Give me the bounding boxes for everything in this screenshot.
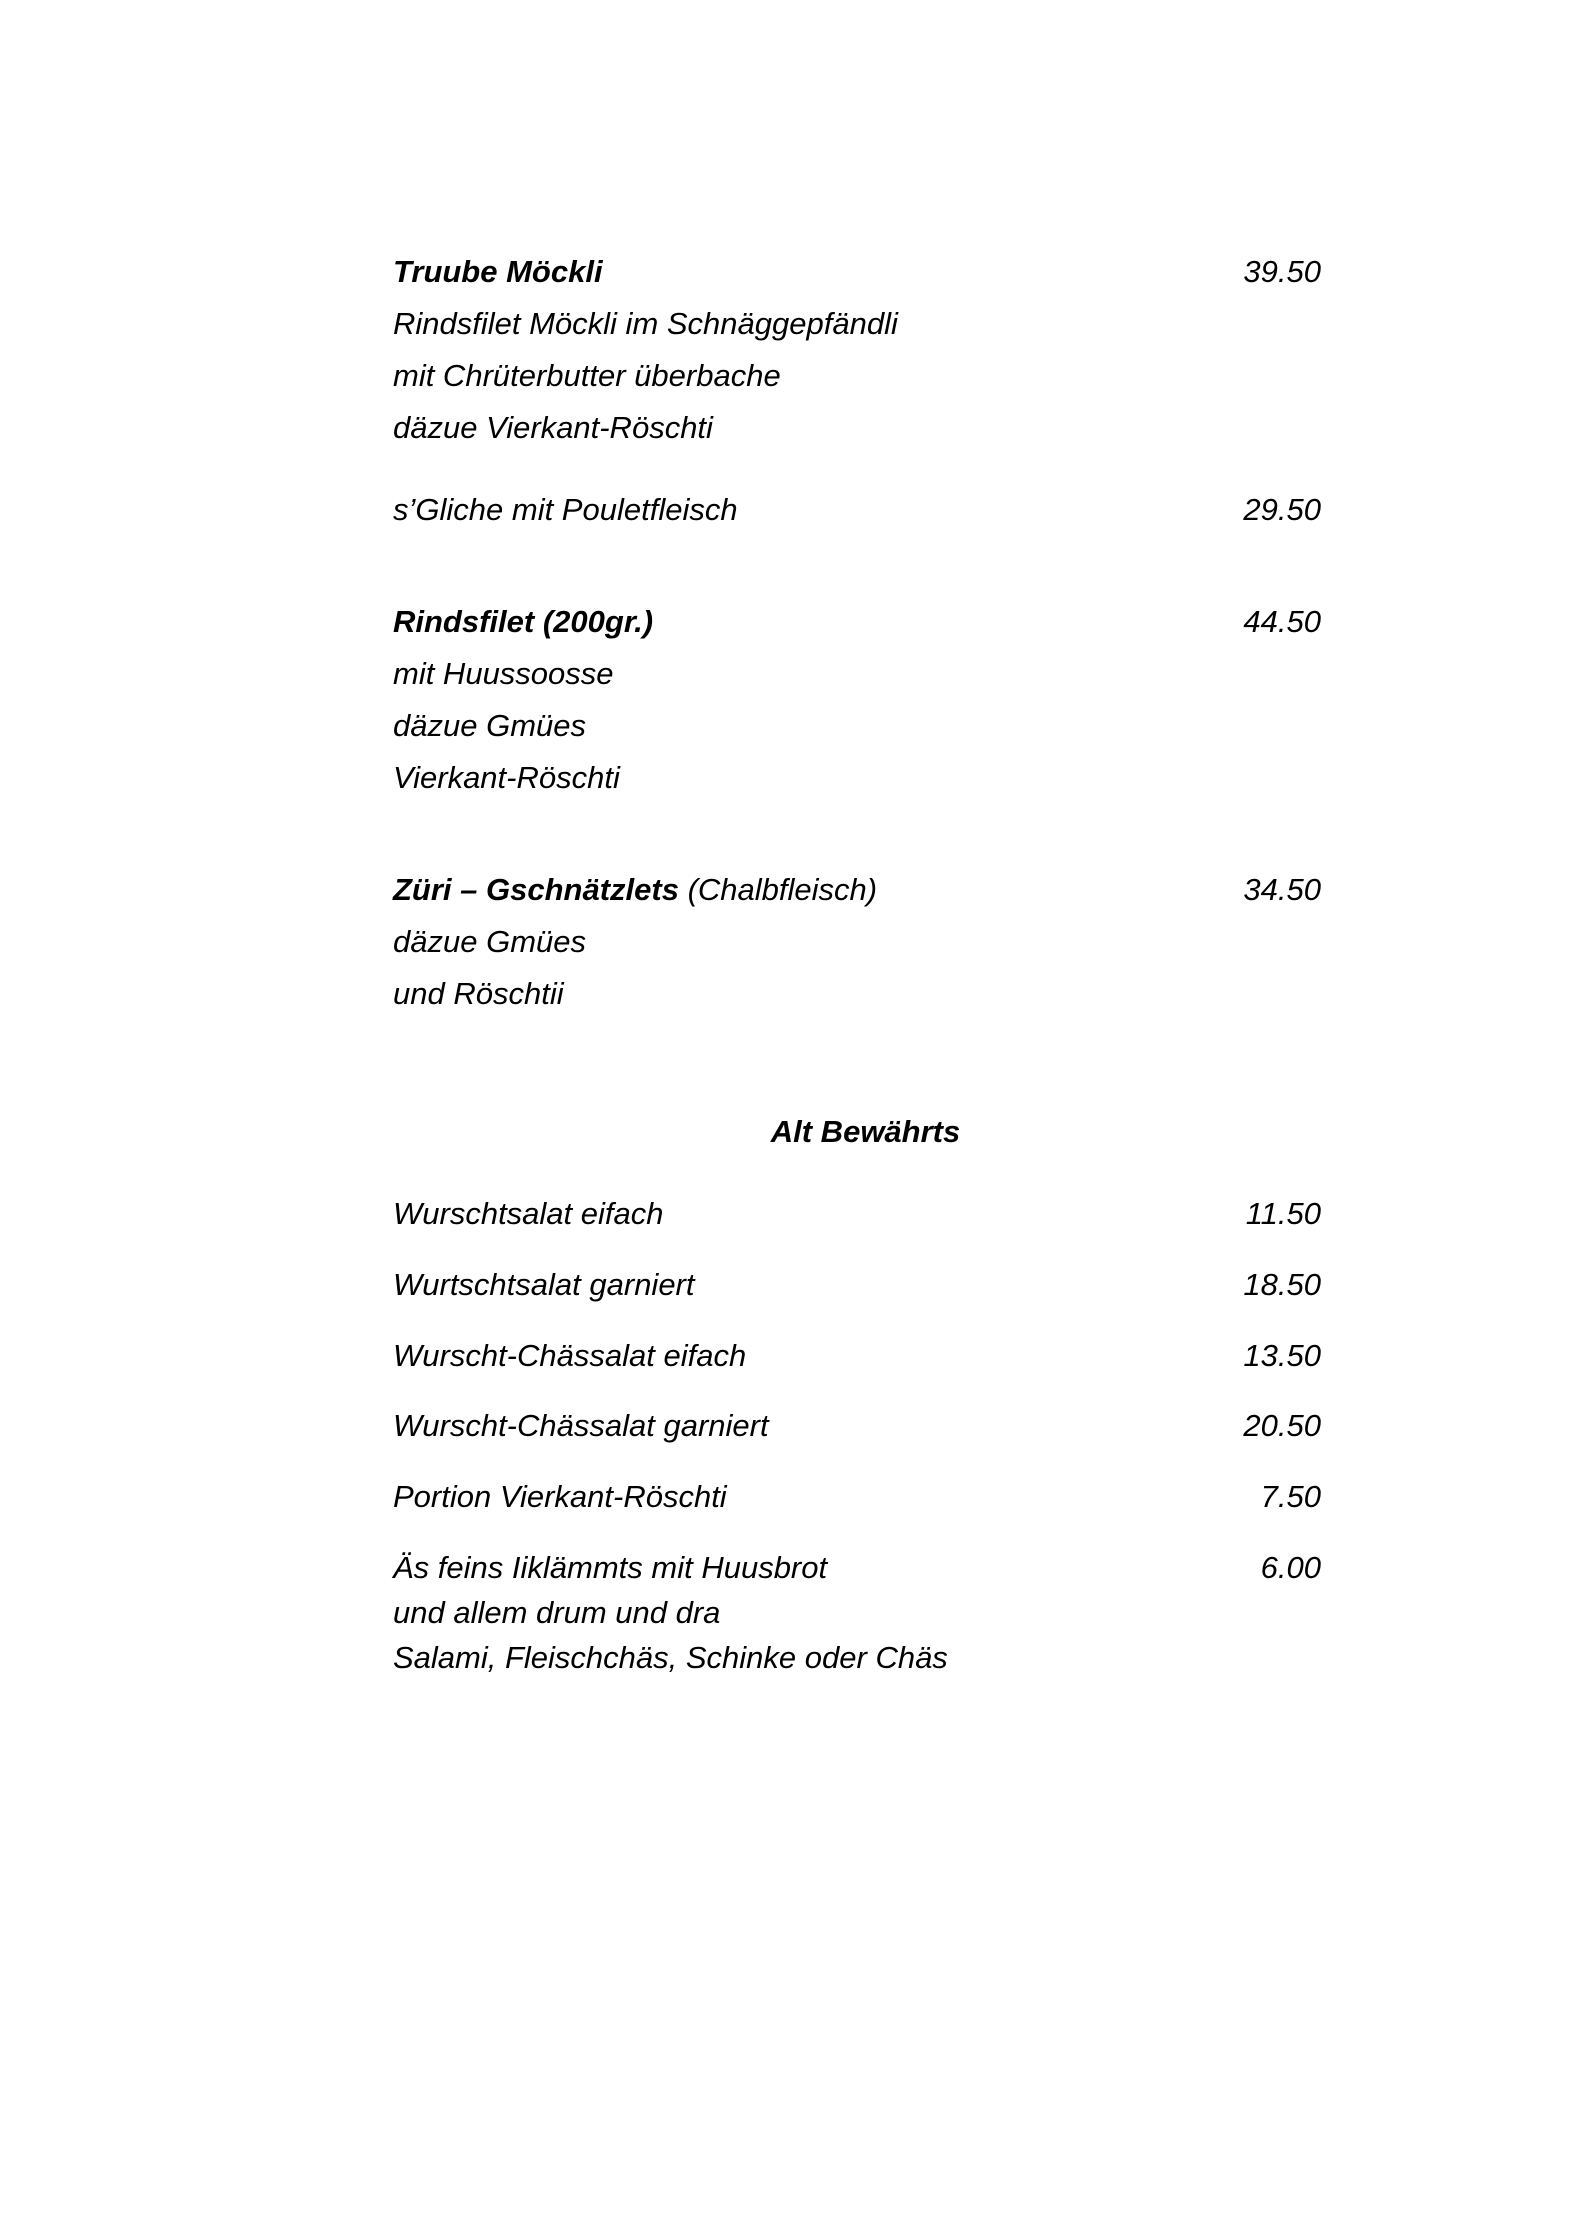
menu-item-price: 6.00 [1260, 1550, 1321, 1585]
menu-item-title-row [393, 870, 877, 910]
menu-item-price: 18.50 [1243, 1267, 1321, 1302]
menu-item-description: Salami, Fleischchäs, Schinke oder Chäs [393, 1640, 948, 1675]
menu-item-title: Wurtschtsalat garniert [393, 1267, 695, 1302]
menu-item-description: däzue Vierkant-Röschti [393, 410, 713, 445]
menu-item-price: 13.50 [1243, 1338, 1321, 1373]
section-heading: Alt Bewährts [770, 1114, 961, 1149]
menu-item-price: 44.50 [1243, 604, 1321, 639]
menu-item-title: Züri – Gschnätzlets [393, 872, 679, 907]
menu-item-description: und allem drum und dra [393, 1595, 721, 1630]
menu-item-title: Truube Möckli [393, 254, 603, 289]
menu-item-description: Rindsfilet Möckli im Schnäggepfändli [393, 306, 898, 341]
menu-item-description: und Röschtii [393, 976, 564, 1011]
menu-item-description: däzue Gmües [393, 924, 586, 959]
menu-item-title: Wurscht-Chässalat eifach [393, 1338, 747, 1373]
menu-item-price: 29.50 [1243, 492, 1321, 527]
menu-item-price: 34.50 [1243, 872, 1321, 907]
menu-item-title: Wurscht-Chässalat garniert [393, 1408, 769, 1443]
menu-item-title: Rindsfilet (200gr.) [393, 604, 654, 639]
menu-item-description: Vierkant-Röschti [393, 760, 620, 795]
menu-item-title: Wurschtsalat eifach [393, 1196, 664, 1231]
menu-item-title: s’Gliche mit Pouletfleisch [393, 492, 738, 527]
menu-item-price: 39.50 [1243, 254, 1321, 289]
menu-item-description: mit Chrüterbutter überbache [393, 358, 781, 393]
menu-item-price: 20.50 [1243, 1408, 1321, 1443]
menu-item-description: mit Huussoosse [393, 656, 614, 691]
menu-item-title-suffix: (Chalbfleisch) [678, 872, 878, 907]
menu-item-title: Äs feins Iiklämmts mit Huusbrot [393, 1550, 828, 1585]
menu-item-description: däzue Gmües [393, 708, 586, 743]
menu-item-price: 7.50 [1260, 1479, 1321, 1514]
menu-item-title: Portion Vierkant-Röschti [393, 1479, 727, 1514]
menu-item-price: 11.50 [1245, 1196, 1321, 1231]
